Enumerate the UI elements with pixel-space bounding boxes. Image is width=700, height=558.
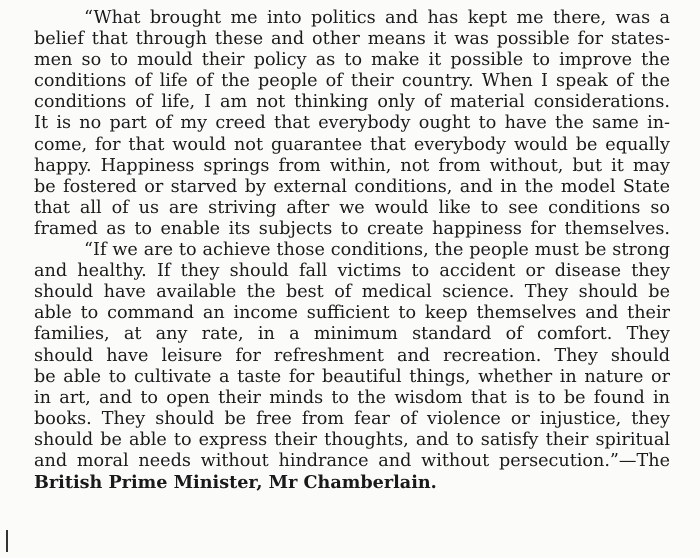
text-line: belief that through these and other means it was possible for states-	[34, 29, 670, 50]
attribution: British Prime Minister, Mr Chamberlain.	[34, 472, 437, 494]
text-line: men so to mould their policy as to make it possible to improve the	[34, 50, 670, 71]
text-line: happy. Happiness springs from within, not from without, but it may	[34, 155, 670, 176]
text-line: be able to cultivate a taste for beautiful things, whether in nature or	[34, 366, 670, 387]
text-line: It is no part of my creed that everybody ought to have the same in-	[34, 113, 670, 134]
text-line: framed as to enable its subjects to create happiness for themselves.	[34, 218, 670, 239]
text-line: be fostered or starved by external conditions, and in the model State	[34, 176, 670, 197]
text-line: and healthy. If they should fall victims to accident or disease they	[34, 261, 670, 282]
text-line: able to command an income sufficient to keep themselves and their	[34, 303, 670, 324]
text-line: families, at any rate, in a minimum standard of comfort. They	[34, 324, 670, 345]
margin-mark	[6, 530, 8, 552]
text-line: should have available the best of medical science. They should be	[34, 282, 670, 303]
text-line: should be able to express their thoughts, and to satisfy their spiritual	[34, 429, 670, 450]
text-line: in art, and to open their minds to the wisdom that is to be found in	[34, 387, 670, 408]
text-line: come, for that would not guarantee that everybody would be equally	[34, 134, 670, 155]
text-line: “If we are to achieve those conditions, the people must be strong	[84, 240, 670, 261]
text-line: conditions of life of the people of their country. When I speak of the	[34, 71, 670, 92]
text-line: that all of us are striving after we would like to see conditions so	[34, 197, 670, 218]
quotation-text	[34, 8, 670, 493]
text-line: “What brought me into politics and has kept me there, was a	[84, 8, 670, 28]
text-line: should have leisure for refreshment and recreation. They should	[34, 345, 670, 366]
text-line: and moral needs without hindrance and without persecution.”—The	[34, 450, 670, 471]
text-line: books. They should be free from fear of violence or injustice, they	[34, 408, 670, 429]
text-line: conditions of life, I am not thinking only of material considerations.	[34, 92, 670, 113]
